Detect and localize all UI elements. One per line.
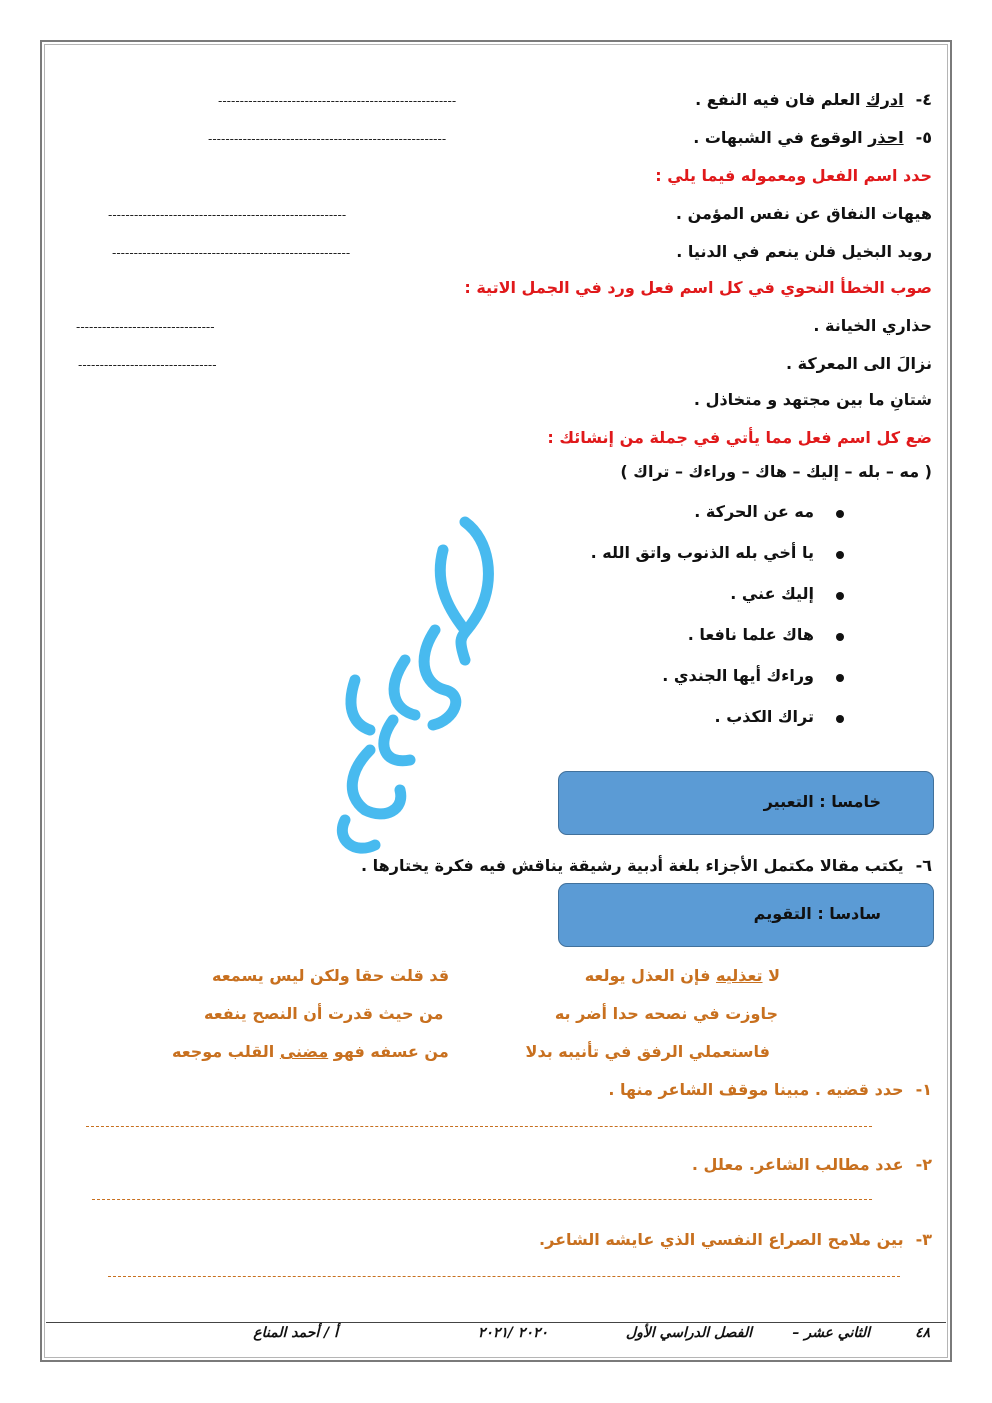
section-b-item-2: رويد البخيل فلن ينعم في الدنيا .: [676, 242, 932, 261]
answer-line: -------------------------------------------------------: [112, 246, 351, 260]
question-2: ٢-عدد مطالب الشاعر. معلل .: [691, 1155, 932, 1174]
section-b-title: حدد اسم الفعل ومعموله فيما يلي :: [655, 166, 932, 185]
bullet-item-5: وراءك أيها الجندي .: [662, 666, 814, 685]
section-c-title: صوب الخطأ النحوي في كل اسم فعل ورد في الجمل الاتية :: [464, 278, 932, 297]
bullet-dot: [836, 633, 844, 641]
question-1: ١-حدد قضيه . مبينا موقف الشاعر منها .: [608, 1080, 932, 1099]
section-five-header: خامسا : التعبير: [763, 792, 881, 811]
bullet-item-3: إليك عني .: [730, 584, 814, 603]
bullet-dot: [836, 715, 844, 723]
footer-divider: [46, 1322, 946, 1323]
verse-3-first-hemistich: فاستعملي الرفق في تأنيبه بدلا: [525, 1042, 770, 1061]
verse-3-second-hemistich: من عسفه فهو مضنى القلب موجعه: [172, 1042, 449, 1061]
verse-2-second-hemistich: من حيث قدرت أن النصح ينفعه: [204, 1004, 444, 1023]
answer-line: -------------------------------------------------------: [218, 94, 457, 108]
bullet-dot: [836, 551, 844, 559]
answer-line: -------------------------------------------------------: [108, 208, 347, 222]
answer-line: [86, 1126, 872, 1127]
bullet-dot: [836, 510, 844, 518]
item-5: ٥-احذر الوقوع في الشبهات .: [693, 128, 932, 147]
footer-grade: الثاني عشر –: [792, 1325, 870, 1341]
question-3: ٣-بين ملامح الصراع النفسي الذي عايشه الشاعر.: [539, 1230, 932, 1249]
section-d-word-list: ( مه – بله – إليك – هاك – وراءك – تراك ): [620, 462, 932, 481]
footer-semester: الفصل الدراسي الأول: [625, 1325, 752, 1341]
verse-1-second-hemistich: قد قلت حقا ولكن ليس يسمعه: [212, 966, 450, 985]
section-c-item-3: شتانِ ما بين مجتهد و متخاذل .: [693, 390, 932, 409]
verse-2-first-hemistich: جاوزت في نصحه حدا أضر به: [554, 1004, 778, 1023]
section-c-item-2: نزالَ الى المعركة .: [785, 354, 932, 373]
item-6: ٦-يكتب مقالا مكتمل الأجزاء بلغة أدبية رشيقة يناقش فيه فكرة يختارها .: [360, 856, 932, 875]
section-b-item-1: هيهات النفاق عن نفس المؤمن .: [675, 204, 932, 223]
bullet-item-6: تراك الكذب .: [714, 707, 814, 726]
answer-line: [108, 1276, 900, 1277]
section-c-item-1: حذاري الخيانة .: [813, 316, 932, 335]
page-number: ٤٨: [914, 1325, 930, 1341]
section-five-header-box: [558, 771, 934, 835]
footer-author: أ / أحمد المناع: [253, 1325, 338, 1341]
bullet-item-4: هاك علما نافعا .: [687, 625, 814, 644]
underlined-word: احذر: [868, 128, 904, 147]
underlined-word: ادرك: [866, 90, 904, 109]
bullet-dot: [836, 674, 844, 682]
bullet-dot: [836, 592, 844, 600]
answer-line: --------------------------------: [76, 320, 215, 334]
footer-year: ٢٠٢٠ /٢٠٢١: [477, 1325, 548, 1341]
bullet-item-1: مه عن الحركة .: [694, 502, 814, 521]
watermark-signature: [315, 510, 515, 870]
section-six-header: سادسا : التقويم: [753, 904, 881, 923]
answer-line: [92, 1199, 872, 1200]
answer-line: --------------------------------: [78, 358, 217, 372]
section-d-title: ضع كل اسم فعل مما يأتي في جملة من إنشائك :: [547, 428, 932, 447]
item-4: ٤-ادرك العلم فان فيه النفع .: [695, 90, 932, 109]
bullet-item-2: يا أخي بله الذنوب واتق الله .: [590, 543, 814, 562]
answer-line: -------------------------------------------------------: [208, 132, 447, 146]
section-six-header-box: [558, 883, 934, 947]
verse-1-first-hemistich: لا تعذليه فإن العذل يولعه: [584, 966, 780, 985]
